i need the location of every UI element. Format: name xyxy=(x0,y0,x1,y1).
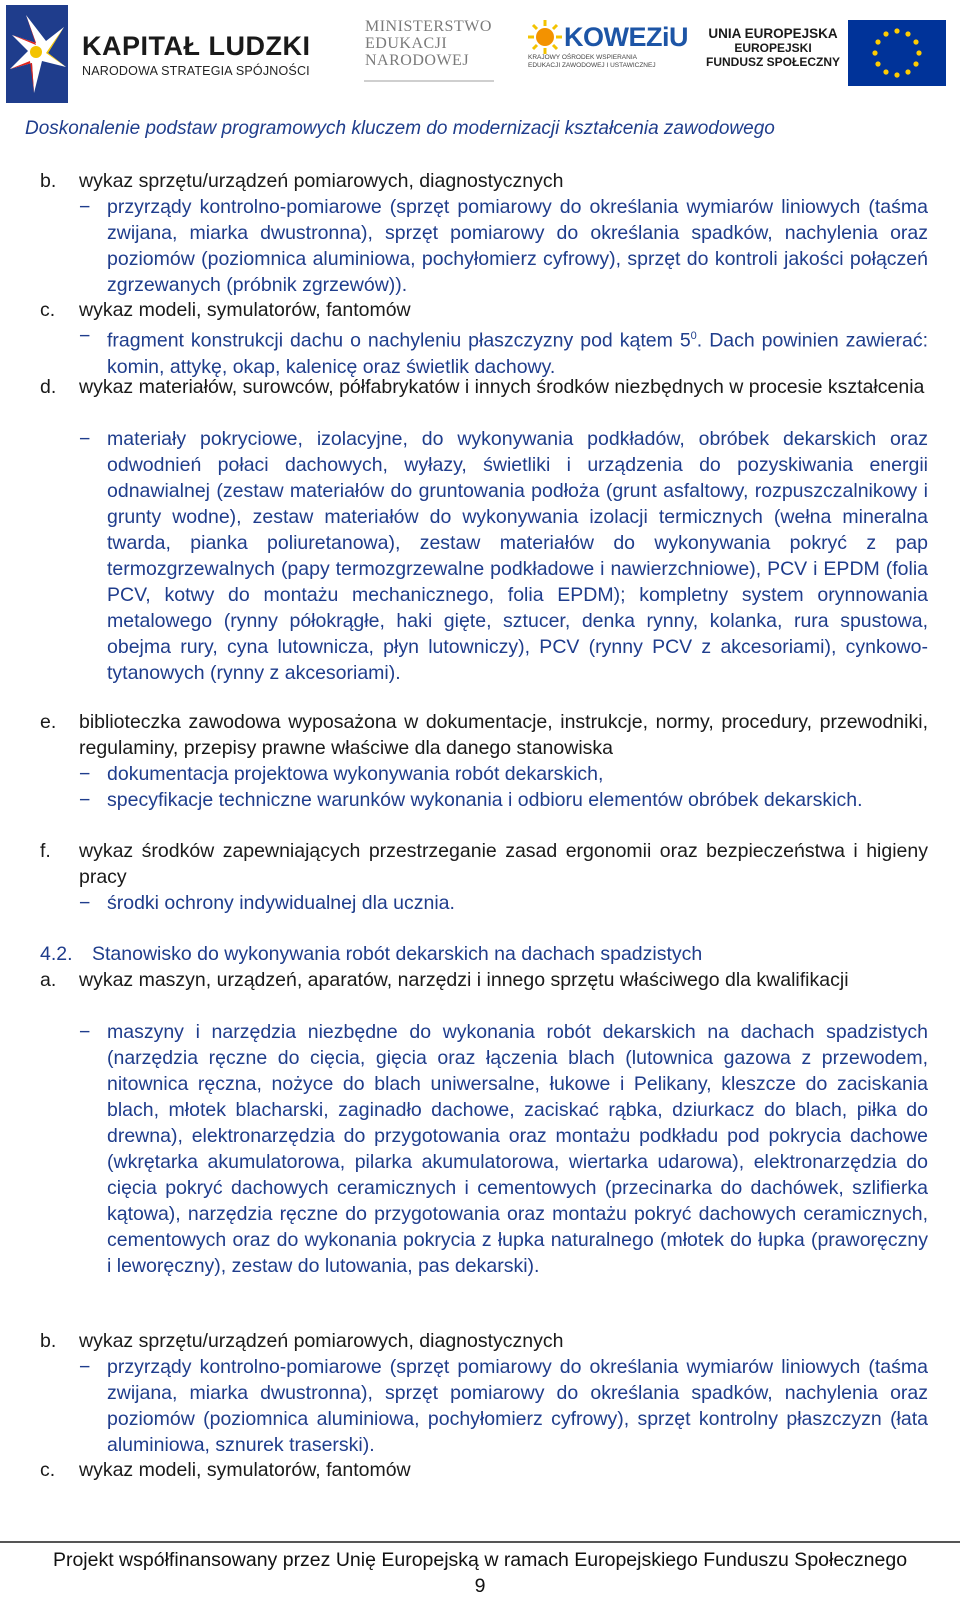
heading-f: wykaz środków zapewniających przestrzeganie zasad ergonomii oraz bezpieczeństwa i higieny pracy xyxy=(79,840,928,888)
item-e-2: specyfikacje techniczne warunków wykonania i odbioru elementów obróbek dekarskich. xyxy=(107,789,863,811)
marker-c: c. xyxy=(40,299,56,321)
marker-f: f. xyxy=(40,840,51,862)
marker-e: e. xyxy=(40,711,57,733)
item-c xyxy=(107,323,928,380)
item-a2: maszyny i narzędzia niezbędne do wykonania robót dekarskich na dachach spadzistych (narzędzia ręczne do cięcia, gięcia oraz łączenia blach (lutownica gazowa z przewodem, nitownica ręczna, nożyce do blach uniwersalne, łukowe i Pelikany, kleszcze do zaciskania blach, młotek blacharski, zaginadło dachowe, zaciskać rąbka, dziurkacz do blach, piłka do drewna), elektronarzędzia do przygotowania oraz montażu podkładu pod pokrycia dachowe (wkrętarka akumulatorowa, pilarka akumulatorowa, wiertarka udarowa), elektronarzędzia do cięcia pokryć dachowych ceramicznych i cementowych (przecinarka do dachówek, szlifierka kątowa), narzędzia ręczne do przygotowania oraz montażu pokryć dachowych ceramicznych, cementowych oraz do wykonania pokrycia z łupka naturalnego (młotek do łupka (praworęczny i leworęczny), zestaw do lutowania, pas dekarski). xyxy=(107,1021,928,1277)
item-f: środki ochrony indywidualnej dla ucznia. xyxy=(107,892,455,914)
eu-flag-icon xyxy=(848,20,946,86)
ue-line-2: EUROPEJSKI xyxy=(734,41,812,55)
item-c-part-a: fragment konstrukcji dachu o nachyleniu płaszczyzny pod kątem 5 xyxy=(107,329,691,352)
item-e-1: dokumentacja projektowa wykonywania robót dekarskich, xyxy=(107,763,604,785)
koweziu-logo xyxy=(528,20,688,70)
section-4-2-number: 4.2. xyxy=(40,943,73,965)
item-b2: przyrządy kontrolno-pomiarowe (sprzęt pomiarowy do określania wymiarów liniowych (taśma zwijana, miarka dwustronna), sprzęt pomiarowy do określania spadków, nachylenia oraz poziomów (poziomnica aluminiowa, pochyłomierz cyfrowy), sprzęt kontrolny płaszczyzn (łata aluminiowa, sznurek traserski). xyxy=(107,1356,928,1456)
dash: − xyxy=(79,1021,91,1043)
kl-title: KAPITAŁ LUDZKI xyxy=(82,30,311,61)
dash: − xyxy=(79,1356,91,1378)
ue-line-3: FUNDUSZ SPOŁECZNY xyxy=(706,55,841,69)
page-number: 9 xyxy=(474,1575,486,1597)
dash: − xyxy=(79,892,91,914)
dash: − xyxy=(79,789,91,811)
koweziu-sub-2: EDUKACJI ZAWODOWEJ I USTAWICZNEJ xyxy=(528,62,656,69)
men-line-2: EDUKACJI xyxy=(365,35,448,52)
document-subtitle: Doskonalenie podstaw programowych kluczem do modernizacji kształcenia zawodowego xyxy=(25,118,775,139)
heading-a2: wykaz maszyn, urządzeń, aparatów, narzędzi i innego sprzętu właściwego dla kwalifikacji xyxy=(79,969,849,991)
marker-d: d. xyxy=(40,376,57,398)
heading-b2: wykaz sprzętu/urządzeń pomiarowych, diagnostycznych xyxy=(79,1330,564,1352)
logo-bar xyxy=(0,0,960,110)
ue-efs-text-logo xyxy=(706,26,840,69)
heading-d: wykaz materiałów, surowców, półfabrykatów i innych środków niezbędnych w procesie kształcenia xyxy=(79,376,925,398)
footer-text: Projekt współfinansowany przez Unię Europejską w ramach Europejskiego Funduszu Społecznego xyxy=(52,1549,908,1571)
kapital-ludzki-star-icon xyxy=(6,5,68,103)
ministerstwo-logo xyxy=(365,18,492,69)
dash: − xyxy=(79,325,91,347)
footer-divider xyxy=(0,1541,960,1543)
item-d: materiały pokryciowe, izolacyjne, do wykonywania podkładów, obróbek dekarskich oraz odwodnień połaci dachowych, wyłazy, świetliki i urządzenia do pozyskiwania energii odnawialnej (zestaw materiałów do gruntowania podłoża (grunt asfaltowy, rozpuszczalnikowy i grunty wodne), zestaw materiałów do wykonywania izolacji termicznych (wełna mineralna twarda, pianka poliuretanowa), zestaw materiałów do wykonywania pokryć z pap termozgrzewalnych (papy termozgrzewalne podkładowe i nawierzchniowe), PCV i EPDM (folia PCV, kotwy do montażu mechanicznego, folia EPDM); kompletny system orynnowania metalowego (rynny półokrągłe, haki gięte, sztucer, denka rynny, kolanka, rura spustowa, obejma rury, cyna lutownicza, płyn lutowniczy), PCV (rynny PCV z akcesoriami), cynkowo-tytanowych (rynny z akcesoriami). xyxy=(107,428,928,684)
section-4-2-title: Stanowisko do wykonywania robót dekarskich na dachach spadzistych xyxy=(92,943,703,965)
marker-b2: b. xyxy=(40,1330,57,1352)
kapital-ludzki-logo xyxy=(6,4,310,104)
dash: − xyxy=(79,428,91,450)
heading-e: biblioteczka zawodowa wyposażona w dokumentacje, instrukcje, normy, procedury, przewodniki, regulaminy, przepisy prawne właściwe dla danego stanowiska xyxy=(79,711,928,759)
men-line-3: NARODOWEJ xyxy=(365,52,470,69)
marker-b: b. xyxy=(40,170,57,192)
heading-b: wykaz sprzętu/urządzeń pomiarowych, diagnostycznych xyxy=(79,170,564,192)
item-b: przyrządy kontrolno-pomiarowe (sprzęt pomiarowy do określania wymiarów liniowych (taśma zwijana, miarka dwustronna), sprzęt pomiarowy do określania spadków, nachylenia oraz poziomów (poziomnica aluminiowa, pochyłomierz cyfrowy), sprzęt do kontroli jakości połączeń zgrzewanych (próbnik zgrzewów)). xyxy=(107,196,928,296)
heading-c: wykaz modeli, symulatorów, fantomów xyxy=(79,299,411,321)
ue-line-1: UNIA EUROPEJSKA xyxy=(708,26,838,41)
koweziu-sun-icon xyxy=(528,20,562,54)
koweziu-sub-1: KRAJOWY OŚRODEK WSPIERANIA xyxy=(528,54,637,61)
men-underline xyxy=(364,80,494,82)
degree-superscript: 0 xyxy=(690,330,697,342)
men-line-1: MINISTERSTWO xyxy=(365,18,492,35)
koweziu-title: KOWEZiU xyxy=(564,21,688,52)
heading-c2: wykaz modeli, symulatorów, fantomów xyxy=(79,1459,411,1481)
dash: − xyxy=(79,196,91,218)
dash: − xyxy=(79,763,91,785)
kl-subtitle: NARODOWA STRATEGIA SPÓJNOŚCI xyxy=(82,63,310,78)
marker-c2: c. xyxy=(40,1459,56,1481)
item-c-part-b: . Dach powinien zawierać: komin, attykę, okap, kalenicę oraz świetlik dachowy. xyxy=(107,329,928,378)
kapital-ludzki-text xyxy=(82,31,310,78)
marker-a2: a. xyxy=(40,969,57,991)
